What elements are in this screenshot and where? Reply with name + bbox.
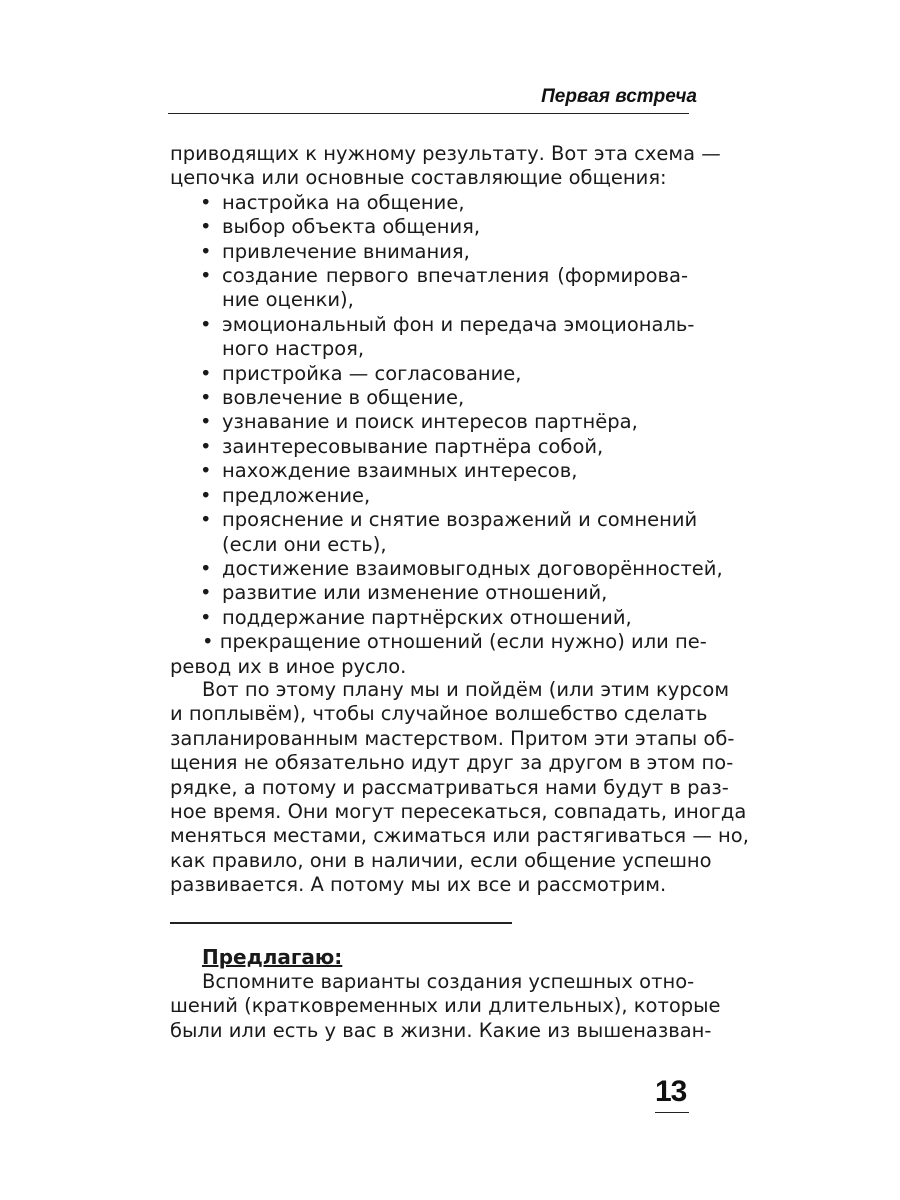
list-item (170, 410, 688, 434)
list-item (170, 312, 695, 362)
list-item-text: ние оценки), (222, 288, 354, 312)
list-item (170, 362, 688, 386)
list-item (170, 556, 723, 581)
list-item-text: ного настроя, (222, 337, 365, 361)
bullet-icon: • (200, 581, 212, 605)
bullet-icon: • (200, 508, 212, 532)
page-number-rule (655, 1112, 689, 1113)
list-item (170, 264, 688, 313)
bullet-icon: • (200, 361, 212, 385)
list-item-line (170, 312, 695, 337)
list-item-line (170, 556, 723, 581)
list-item-text: прояснение и снятие возражений и сомнений (222, 508, 698, 532)
bullet-icon: • (200, 190, 212, 214)
list-item-line (170, 215, 688, 239)
list-item (170, 240, 688, 264)
paragraph-line: меняться местами, сжиматься или растягиваться — но, (170, 824, 749, 848)
list-item-line (170, 630, 707, 654)
bullet-icon: • (200, 239, 212, 263)
bullet-icon: • (200, 459, 212, 483)
bullet-icon: • (200, 264, 212, 288)
list-item-line (170, 459, 688, 483)
intro-line: приводящих к нужному результату. Вот эта схема — (170, 142, 721, 165)
list-item-text: предложение, (222, 483, 371, 507)
list-item-line (170, 484, 688, 508)
list-item-text: эмоциональный фон и передача эмоциональ- (222, 312, 695, 336)
list-item-line (170, 264, 688, 288)
list-item (170, 606, 688, 630)
paragraph-line: щения не обязательно идут друг за другом в этом по- (170, 751, 734, 775)
components-list (170, 190, 723, 630)
main-text-block (170, 142, 723, 679)
list-item-text: настройка на общение, (222, 190, 465, 214)
list-item-text: развитие или изменение отношений, (222, 581, 608, 605)
suggest-heading: Предлагаю: (202, 945, 343, 969)
list-item (170, 435, 688, 459)
section-divider (170, 922, 512, 924)
list-item-text: создание первого впечатления (формирова- (222, 264, 688, 288)
list-item (170, 484, 688, 508)
list-item-line (170, 191, 688, 215)
suggest-line: шений (кратковременных или длительных), которые (170, 994, 721, 1018)
paragraph-line: запланированным мастерством. Притом эти этапы об- (170, 726, 735, 750)
bullet-icon: • (200, 215, 212, 239)
list-item-text: прекращение отношений (если нужно) или пе- (219, 630, 707, 654)
list-item-line (170, 533, 688, 557)
list-item-line (170, 337, 688, 361)
list-item (170, 191, 688, 215)
list-item (170, 508, 698, 557)
list-item-line (170, 581, 688, 605)
bullet-icon: • (200, 556, 212, 580)
list-item-line (170, 362, 688, 386)
list-item-text: узнавание и поиск интересов партнёра, (222, 410, 638, 434)
list-item-line (170, 435, 688, 459)
body-paragraph (170, 678, 749, 898)
list-item-text: пристройка — согласование, (222, 361, 522, 385)
suggest-line: были или есть у вас в жизни. Какие из вышеназван- (170, 1018, 712, 1042)
list-item-line (170, 410, 688, 434)
list-item (170, 459, 688, 483)
page-number: 13 (655, 1075, 687, 1108)
paragraph-line: и поплывём), чтобы случайное волшебство сделать (170, 702, 708, 726)
paragraph-line: Вот по этому плану мы и пойдём (или этим курсом (202, 678, 730, 701)
list-item (170, 630, 707, 679)
list-item-text: выбор объекта общения, (222, 215, 481, 239)
bullet-icon: • (200, 386, 212, 410)
list-item-line: ревод их в иное русло. (170, 654, 407, 678)
bullet-icon: • (202, 630, 220, 654)
list-item-line (170, 386, 688, 410)
list-item-text: (если они есть), (222, 532, 387, 556)
list-item-line (170, 288, 688, 312)
list-item-text: вовлечение в общение, (222, 386, 465, 410)
list-item-text: поддержание партнёрских отношений, (222, 605, 632, 629)
list-item-text: привлечение внимания, (222, 239, 470, 263)
list-item (170, 386, 688, 410)
bullet-icon: • (200, 434, 212, 458)
paragraph-line: ное время. Они могут пересекаться, совпадать, иногда (170, 800, 747, 824)
running-header-title: Первая встреча (541, 86, 697, 107)
bullet-icon: • (200, 312, 212, 336)
list-item-text: достижение взаимовыгодных договорённостей, (222, 556, 723, 580)
intro-line: цепочка или основные составляющие общения: (170, 166, 667, 190)
header-rule (168, 113, 689, 114)
list-item-line (170, 508, 698, 532)
paragraph-line: развивается. А потому мы их все и рассмотрим. (170, 873, 667, 897)
list-item-text: нахождение взаимных интересов, (222, 459, 578, 483)
suggest-paragraph (170, 970, 721, 1043)
bullet-icon: • (200, 410, 212, 434)
bullet-icon: • (200, 605, 212, 629)
list-item-text: заинтересовывание партнёра собой, (222, 434, 604, 458)
suggest-line: Вспомните варианты создания успешных отно- (202, 970, 695, 993)
list-item-line (170, 606, 688, 630)
list-item (170, 215, 688, 239)
list-item (170, 581, 688, 605)
paragraph-line: как правило, они в наличии, если общение успешно (170, 848, 712, 872)
list-item-line (170, 240, 688, 264)
paragraph-line: рядке, а потому и рассматриваться нами будут в раз- (170, 775, 729, 799)
bullet-icon: • (200, 483, 212, 507)
